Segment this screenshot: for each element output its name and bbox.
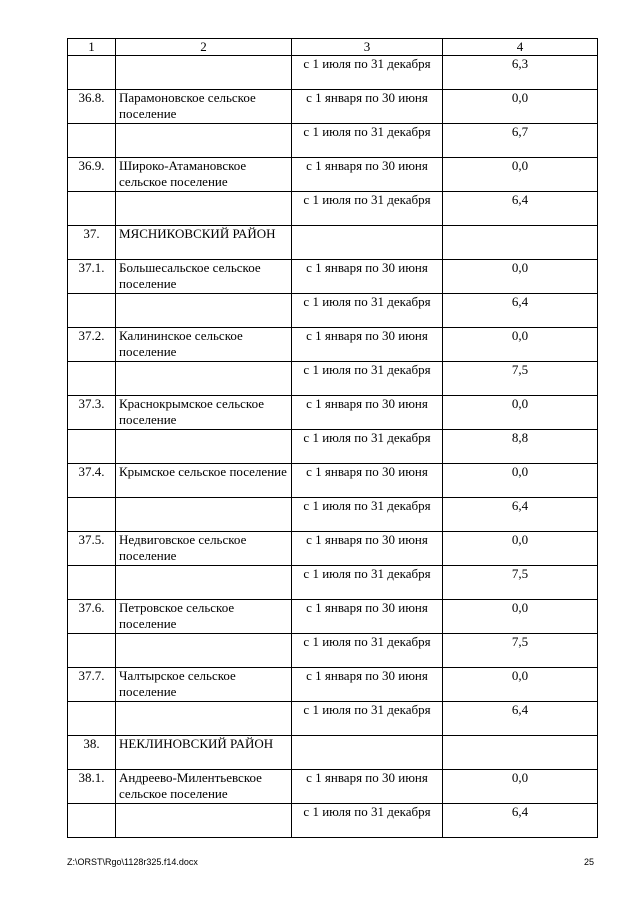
table-row xyxy=(68,566,598,600)
period-cell: с 1 января по 30 июня xyxy=(292,600,443,634)
table-row xyxy=(68,124,598,158)
period-cell: с 1 января по 30 июня xyxy=(292,668,443,702)
rate-value: 0,0 xyxy=(443,158,598,192)
settlement-name xyxy=(116,430,292,464)
table-row xyxy=(68,158,598,192)
row-number: 37.5. xyxy=(68,532,116,566)
rate-value: 7,5 xyxy=(443,362,598,396)
rate-value: 7,5 xyxy=(443,634,598,668)
table-row xyxy=(68,430,598,464)
row-number xyxy=(68,430,116,464)
rate-value: 0,0 xyxy=(443,600,598,634)
table-row xyxy=(68,600,598,634)
row-number xyxy=(68,702,116,736)
rate-value: 6,4 xyxy=(443,192,598,226)
period-cell: с 1 января по 30 июня xyxy=(292,158,443,192)
row-number: 37.6. xyxy=(68,600,116,634)
table-row xyxy=(68,736,598,770)
period-cell xyxy=(292,736,443,770)
table-row xyxy=(68,56,598,90)
table-header-row xyxy=(68,39,598,56)
header-cell-3: 3 xyxy=(292,39,443,56)
period-cell: с 1 июля по 31 декабря xyxy=(292,804,443,838)
rate-value: 8,8 xyxy=(443,430,598,464)
row-number: 37. xyxy=(68,226,116,260)
table-row xyxy=(68,90,598,124)
settlement-name: Краснокрымское сельское поселение xyxy=(116,396,292,430)
settlement-name xyxy=(116,124,292,158)
settlement-name xyxy=(116,498,292,532)
rate-value: 6,4 xyxy=(443,804,598,838)
table-row xyxy=(68,226,598,260)
settlement-name xyxy=(116,362,292,396)
rate-value: 0,0 xyxy=(443,464,598,498)
settlement-name: Широко-Атамановское сельское поселение xyxy=(116,158,292,192)
table-row xyxy=(68,294,598,328)
row-number: 37.4. xyxy=(68,464,116,498)
rate-value: 0,0 xyxy=(443,90,598,124)
row-number xyxy=(68,294,116,328)
table-row xyxy=(68,634,598,668)
row-number: 38.1. xyxy=(68,770,116,804)
row-number: 38. xyxy=(68,736,116,770)
settlement-name: НЕКЛИНОВСКИЙ РАЙОН xyxy=(116,736,292,770)
period-cell: с 1 июля по 31 декабря xyxy=(292,192,443,226)
rate-value: 6,7 xyxy=(443,124,598,158)
period-cell xyxy=(292,226,443,260)
rate-value: 6,4 xyxy=(443,498,598,532)
settlement-name xyxy=(116,566,292,600)
rate-value: 0,0 xyxy=(443,260,598,294)
period-cell: с 1 июля по 31 декабря xyxy=(292,430,443,464)
settlement-name xyxy=(116,804,292,838)
rate-value: 0,0 xyxy=(443,668,598,702)
settlement-name: Большесальское сельское поселение xyxy=(116,260,292,294)
rate-value xyxy=(443,736,598,770)
header-cell-4: 4 xyxy=(443,39,598,56)
row-number: 37.1. xyxy=(68,260,116,294)
rate-value: 7,5 xyxy=(443,566,598,600)
row-number: 37.2. xyxy=(68,328,116,362)
row-number: 37.7. xyxy=(68,668,116,702)
row-number xyxy=(68,124,116,158)
period-cell: с 1 июля по 31 декабря xyxy=(292,124,443,158)
settlement-name: Парамоновское сельское поселение xyxy=(116,90,292,124)
settlement-name xyxy=(116,702,292,736)
settlement-name: Петровское сельское поселение xyxy=(116,600,292,634)
header-cell-1: 1 xyxy=(68,39,116,56)
table-row xyxy=(68,498,598,532)
rate-value: 0,0 xyxy=(443,532,598,566)
table-row xyxy=(68,804,598,838)
settlement-name xyxy=(116,56,292,90)
period-cell: с 1 января по 30 июня xyxy=(292,770,443,804)
period-cell: с 1 июля по 31 декабря xyxy=(292,566,443,600)
footer-file-path: Z:\ORST\Rgo\1128r325.f14.docx xyxy=(67,857,198,867)
rate-value: 0,0 xyxy=(443,328,598,362)
period-cell: с 1 июля по 31 декабря xyxy=(292,634,443,668)
settlement-name: Чалтырское сельское поселение xyxy=(116,668,292,702)
row-number xyxy=(68,192,116,226)
table-row xyxy=(68,260,598,294)
period-cell: с 1 июля по 31 декабря xyxy=(292,56,443,90)
rate-value: 0,0 xyxy=(443,770,598,804)
period-cell: с 1 января по 30 июня xyxy=(292,532,443,566)
table-row xyxy=(68,362,598,396)
table-row xyxy=(68,328,598,362)
period-cell: с 1 июля по 31 декабря xyxy=(292,362,443,396)
rate-value: 6,4 xyxy=(443,294,598,328)
period-cell: с 1 января по 30 июня xyxy=(292,260,443,294)
rate-value: 0,0 xyxy=(443,396,598,430)
row-number xyxy=(68,362,116,396)
row-number xyxy=(68,498,116,532)
settlement-name: Недвиговское сельское поселение xyxy=(116,532,292,566)
footer-page-number: 25 xyxy=(584,857,595,867)
period-cell: с 1 июля по 31 декабря xyxy=(292,294,443,328)
row-number xyxy=(68,56,116,90)
settlement-name: Андреево-Милентьевское сельское поселение xyxy=(116,770,292,804)
row-number xyxy=(68,566,116,600)
tariff-table xyxy=(67,38,598,838)
period-cell: с 1 января по 30 июня xyxy=(292,396,443,430)
row-number xyxy=(68,804,116,838)
settlement-name: МЯСНИКОВСКИЙ РАЙОН xyxy=(116,226,292,260)
table-row xyxy=(68,464,598,498)
row-number: 36.9. xyxy=(68,158,116,192)
header-cell-2: 2 xyxy=(116,39,292,56)
settlement-name xyxy=(116,294,292,328)
table-row xyxy=(68,396,598,430)
settlement-name: Крымское сельское поселение xyxy=(116,464,292,498)
table-row xyxy=(68,532,598,566)
rate-value xyxy=(443,226,598,260)
settlement-name: Калининское сельское поселение xyxy=(116,328,292,362)
period-cell: с 1 июля по 31 декабря xyxy=(292,498,443,532)
row-number: 36.8. xyxy=(68,90,116,124)
rate-value: 6,4 xyxy=(443,702,598,736)
period-cell: с 1 января по 30 июня xyxy=(292,328,443,362)
table-row xyxy=(68,192,598,226)
period-cell: с 1 июля по 31 декабря xyxy=(292,702,443,736)
period-cell: с 1 января по 30 июня xyxy=(292,464,443,498)
settlement-name xyxy=(116,192,292,226)
row-number: 37.3. xyxy=(68,396,116,430)
period-cell: с 1 января по 30 июня xyxy=(292,90,443,124)
settlement-name xyxy=(116,634,292,668)
row-number xyxy=(68,634,116,668)
rate-value: 6,3 xyxy=(443,56,598,90)
table-row xyxy=(68,770,598,804)
table-row xyxy=(68,668,598,702)
table-row xyxy=(68,702,598,736)
